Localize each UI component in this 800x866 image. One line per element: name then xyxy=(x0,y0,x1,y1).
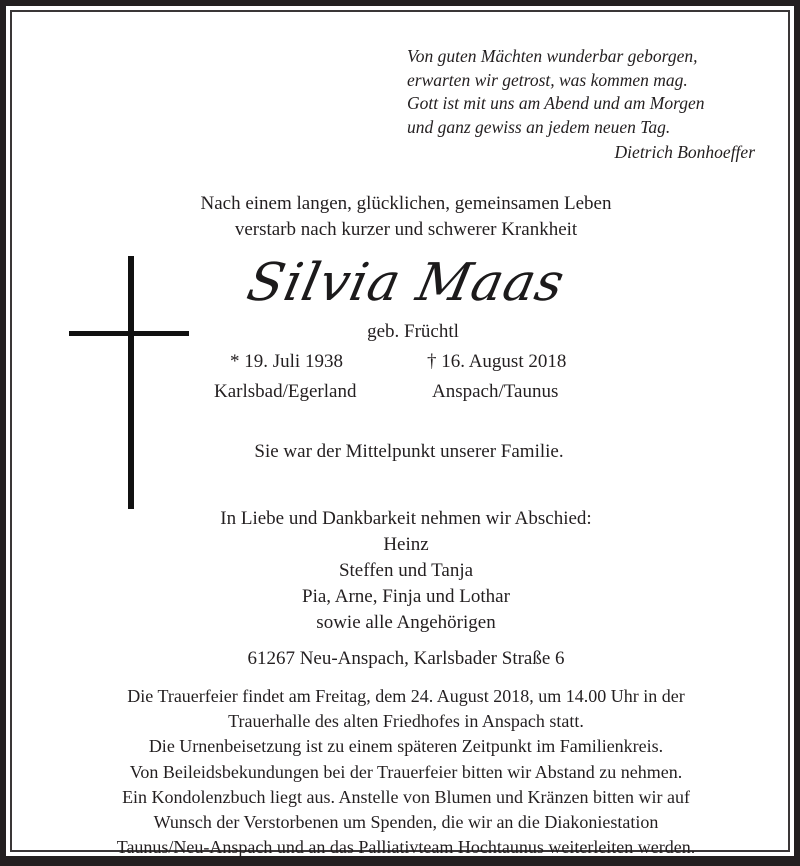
notice-line: Taunus/Neu-Anspach und an das Palliativteam Hochtaunus weiterleiten werden. xyxy=(116,837,696,858)
notice-line: Die Urnenbeisetzung ist zu einem späteren Zeitpunkt im Familienkreis. xyxy=(148,736,664,757)
obituary-outer-frame xyxy=(6,6,794,856)
farewell-section xyxy=(12,506,800,636)
quote-line: erwarten wir getrost, was kommen mag. xyxy=(407,69,688,90)
birth-name-text: geb. Früchtl xyxy=(367,321,459,342)
address-text: 61267 Neu-Anspach, Karlsbader Straße 6 xyxy=(247,648,565,669)
notice-line: Von Beileidsbekundungen bei der Trauerfeier bitten wir Abstand zu nehmen. xyxy=(129,761,683,782)
address-line xyxy=(12,646,800,672)
deceased-name: Silvia Maas xyxy=(241,253,571,313)
tribute-text: Sie war der Mittelpunkt unserer Familie. xyxy=(254,441,564,462)
quote-author: Dietrich Bonhoeffer xyxy=(614,142,755,162)
farewell-heading: In Liebe und Dankbarkeit nehmen wir Abschied: xyxy=(220,508,592,529)
mourner: Pia, Arne, Finja und Lothar xyxy=(302,586,510,607)
quote-line: und ganz gewiss an jedem neuen Tag. xyxy=(407,116,671,137)
intro-text xyxy=(12,191,800,243)
mourner: Steffen und Tanja xyxy=(338,560,474,581)
tribute-line xyxy=(12,439,800,465)
birth-place: Karlsbad/Egerland xyxy=(214,381,357,402)
notice-line: Ein Kondolenzbuch liegt aus. Anstelle von Blumen und Kränzen bitten wir auf xyxy=(122,786,690,807)
obituary-notice xyxy=(10,10,790,858)
mourner: sowie alle Angehörigen xyxy=(316,612,496,633)
notice-line: Wunsch der Verstorbenen um Spenden, die wir an die Diakoniestation xyxy=(153,812,659,833)
birth-date: * 19. Juli 1938 xyxy=(230,351,343,372)
quote-line: Von guten Mächten wunderbar geborgen, xyxy=(407,46,698,66)
death-date: † 16. August 2018 xyxy=(427,351,567,372)
notice-line: Trauerhalle des alten Friedhofes in Anspach statt. xyxy=(228,711,584,732)
death-place: Anspach/Taunus xyxy=(432,381,559,402)
intro-line: Nach einem langen, glücklichen, gemeinsamen Leben xyxy=(200,193,612,214)
bonhoeffer-quote xyxy=(407,45,777,165)
notice-line: Die Trauerfeier findet am Freitag, dem 24. August 2018, um 14.00 Uhr in der xyxy=(127,686,685,706)
mourner: Heinz xyxy=(383,534,429,555)
birth-name xyxy=(12,319,800,345)
quote-line: Gott ist mit uns am Abend und am Morgen xyxy=(407,93,705,113)
intro-line: verstarb nach kurzer und schwerer Krankheit xyxy=(234,219,578,240)
funeral-notice xyxy=(12,684,800,860)
